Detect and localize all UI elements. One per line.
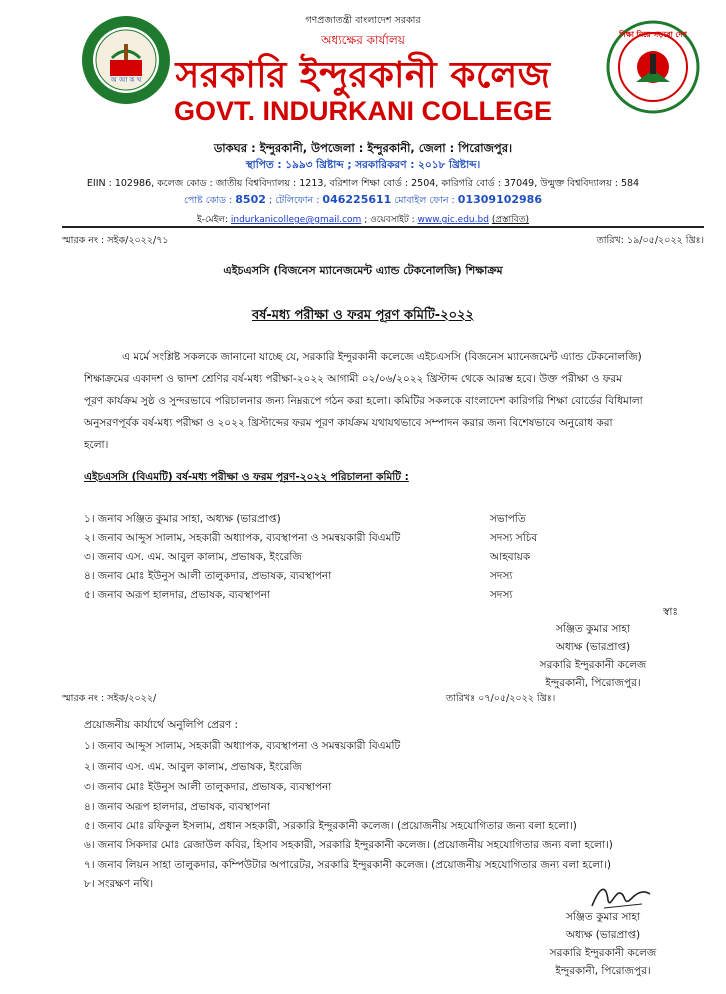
committee-member: ৪। জনাব মোঃ ইউনুস আলী তালুকদার, প্রভাষক, ব্যবস্থাপনা bbox=[84, 570, 332, 582]
signatory-name: সঞ্জিত কুমার সাহা bbox=[555, 623, 630, 635]
mobile-label: মোবাইল ফোন : bbox=[394, 195, 455, 206]
signatory2-name: সঞ্জিত কুমার সাহা bbox=[565, 911, 640, 923]
body-line-2: শিক্ষাক্রমের একাদশ ও দ্বাদশ শ্রেণির বর্ষ-মধ্য পরীক্ষা-২০২২ আগামী ০২/০৬/২০২২ খ্রিস্টাব্দ থেকে আরম্ভ হবে। উক্ত পরীক্ষা ও ফরম bbox=[84, 373, 622, 385]
signatory2-place: ইন্দুরকানী, পিরোজপুর। bbox=[555, 965, 651, 977]
logo-left-text: অ আ ক খ bbox=[110, 76, 142, 84]
committee-role: সদস্য bbox=[490, 589, 513, 601]
web-label: ; ওয়েবসাইট : bbox=[364, 215, 415, 225]
website-link[interactable]: www.gic.edu.bd bbox=[417, 215, 489, 225]
copy-item: ৫। জনাব মোঃ রফিকুল ইসলাম, প্রধান সহকারী, সরকারি ইন্দুরকানী কলেজ। (প্রয়োজনীয় সহযোগিতার জন্য বলা হলো।) bbox=[84, 820, 577, 832]
copy-item: ৬। জনাব সিকদার মোঃ রেজাউল কবির, হিসাব সহকারী, সরকারি ইন্দুরকানী কলেজ। (প্রয়োজনীয় সহযোগিতার জন্য বলা হলো।) bbox=[84, 839, 613, 851]
signatory-org: সরকারি ইন্দুরকানী কলেজ bbox=[539, 659, 647, 671]
committee-role: সভাপতি bbox=[490, 513, 526, 525]
address-line: ডাকঘর : ইন্দুরকানী, উপজেলা : ইন্দুরকানী, জেলা : পিরোজপুর। bbox=[213, 141, 513, 155]
contact-line bbox=[0, 193, 726, 209]
post-label: পোষ্ট কোড : bbox=[184, 195, 233, 206]
motto-text: শিক্ষা নিয়ে গড়বো দেশ bbox=[619, 30, 687, 39]
course-title: এইচএসসি (বিজনেস ম্যানেজমেন্ট এ্যান্ড টেকনোলজি) শিক্ষাক্রম bbox=[223, 264, 503, 277]
copy-item: ২। জনাব এস. এম. আবুল কালাম, প্রভাষক, ইংরেজি bbox=[84, 761, 302, 773]
email-web-line bbox=[0, 212, 726, 227]
web-note: (প্রস্তাবিত) bbox=[491, 215, 529, 225]
signatory2-title: অধ্যক্ষ (ভারপ্রাপ্ত) bbox=[565, 929, 641, 941]
copy-item: ৩। জনাব মোঃ ইউনুস আলী তালুকদার, প্রভাষক, ব্যবস্থাপনা bbox=[84, 781, 332, 793]
handwritten-signature bbox=[586, 880, 656, 914]
codes-line: EIIN : 102986, কলেজ কোড : জাতীয় বিশ্ববিদ্যালয় : 1213, বরিশাল শিক্ষা বোর্ড : 2504, কারিগরি বোর্ড : 37049, উন্মুক্ত বিশ্ববিদ্যালয় : 584 bbox=[86, 178, 640, 189]
memo2-date: তারিখঃ ০৭/০৫/২০২২ খ্রিঃ। bbox=[446, 693, 556, 704]
memo-date: তারিখ: ১৯/০৫/২০২২ খ্রিঃ। bbox=[596, 235, 704, 246]
signatory-place: ইন্দুরকানী, পিরোজপুর। bbox=[545, 677, 641, 689]
committee-role: সদস্য সচিব bbox=[490, 532, 538, 544]
mobile-number: 01309102986 bbox=[457, 193, 542, 206]
sig-label: স্বাঃ bbox=[662, 606, 678, 618]
committee-role: আহবায়ক bbox=[490, 551, 531, 563]
college-name-en: GOVT. INDURKANI COLLEGE bbox=[173, 96, 552, 126]
college-name-bn: সরকারি ইন্দুরকানী কলেজ bbox=[175, 55, 551, 96]
body-line-3: পূরণ কার্যক্রম সুষ্ঠ ও সুন্দরভাবে পরিচালনার জন্য নিম্নরূপে গঠন করা হলো। কমিটির সকলকে বাংলাদেশ কারিগরি শিক্ষা বোর্ডের বিধিমালা bbox=[84, 395, 643, 407]
copies-heading: প্রয়োজনীয় কার্যার্থে অনুলিপি প্রেরণ : bbox=[84, 719, 239, 731]
established-line: স্থাপিত : ১৯৯৩ খ্রিষ্টাব্দ ; সরকারিকরণ : ২০১৮ খ্রিষ্টাব্দ। bbox=[245, 159, 481, 171]
copy-item: ৭। জনাব লিয়ন সাহা তালুকদার, কম্পিউটার অপারেটর, সরকারি ইন্দুরকানী কলেজ। (প্রয়োজনীয় সহযোগিতার জন্য বলা হলো।) bbox=[84, 859, 611, 871]
committee-role: সদস্য bbox=[490, 570, 513, 582]
copy-item: ৮। সংরক্ষণ নথি। bbox=[84, 878, 154, 890]
committee-member: ১। জনাব সঞ্জিত কুমার সাহা, অধ্যক্ষ (ভারপ্রাপ্ত) bbox=[84, 513, 281, 525]
committee-member: ২। জনাব আব্দুস সালাম, সহকারী অধ্যাপক, ব্যবস্থাপনা ও সমন্বয়কারী বিএমটি bbox=[84, 532, 401, 544]
copy-item: ১। জনাব আব্দুস সালাম, সহকারী অধ্যাপক, ব্যবস্থাপনা ও সমন্বয়কারী বিএমটি bbox=[84, 740, 401, 752]
email-label: ই-মেইল: bbox=[197, 215, 229, 225]
body-line-4: অনুসরণপূর্বক বর্ষ-মধ্য পরীক্ষা ও ২০২২ খ্রিস্টাব্দের ফরম পূরণ কার্যক্রম যথাযথভাবে সম্পাদন করার জন্য বিশেষভাবে অনুরোধ করা bbox=[84, 417, 613, 429]
body-line-5: হলো। bbox=[84, 439, 109, 451]
college-logo bbox=[80, 14, 172, 106]
post-code: 8502 bbox=[235, 193, 266, 206]
email-link[interactable]: indurkanicollege@gmail.com bbox=[230, 215, 362, 225]
motto-seal bbox=[606, 20, 700, 114]
signatory2-org: সরকারি ইন্দুরকানী কলেজ bbox=[549, 947, 657, 959]
committee-member: ৫। জনাব অরূপ হালদার, প্রভাষক, ব্যবস্থাপনা bbox=[84, 589, 271, 601]
memo2-ref: স্মারক নং : সইক/২০২২/ bbox=[62, 693, 157, 704]
committee-member: ৩। জনাব এস. এম. আবুল কালাম, প্রভাষক, ইংরেজি bbox=[84, 551, 302, 563]
memo-ref: স্মারক নং : সইক/২০২২/৭১ bbox=[62, 235, 169, 246]
copy-item: ৪। জনাব অরূপ হালদার, প্রভাষক, ব্যবস্থাপনা bbox=[84, 801, 271, 813]
header-divider bbox=[62, 226, 704, 228]
signatory-title: অধ্যক্ষ (ভারপ্রাপ্ত) bbox=[555, 641, 631, 653]
govt-line: গণপ্রজাতন্ত্রী বাংলাদেশ সরকার bbox=[305, 15, 421, 26]
committee-heading: এইচএসসি (বিএমটি) বর্ষ-মধ্য পরীক্ষা ও ফরম পূরণ-২০২২ পরিচালনা কমিটি : bbox=[84, 471, 409, 483]
phone-number: 046225611 bbox=[322, 193, 392, 206]
phone-label: ; টেলিফোন : bbox=[268, 195, 320, 206]
subject-line: বর্ষ-মধ্য পরীক্ষা ও ফরম পূরণ কমিটি-২০২২ bbox=[251, 308, 474, 323]
office-line: অধ্যক্ষের কার্যালয় bbox=[321, 33, 405, 47]
body-line-1: এ মর্মে সংশ্লিষ্ট সকলকে জানানো যাচ্ছে যে, সরকারি ইন্দুরকানী কলেজে এইচএসসি (বিজনেস ম্যানেজমেন্ট এ্যান্ড টেকনোলজি) bbox=[122, 351, 642, 363]
